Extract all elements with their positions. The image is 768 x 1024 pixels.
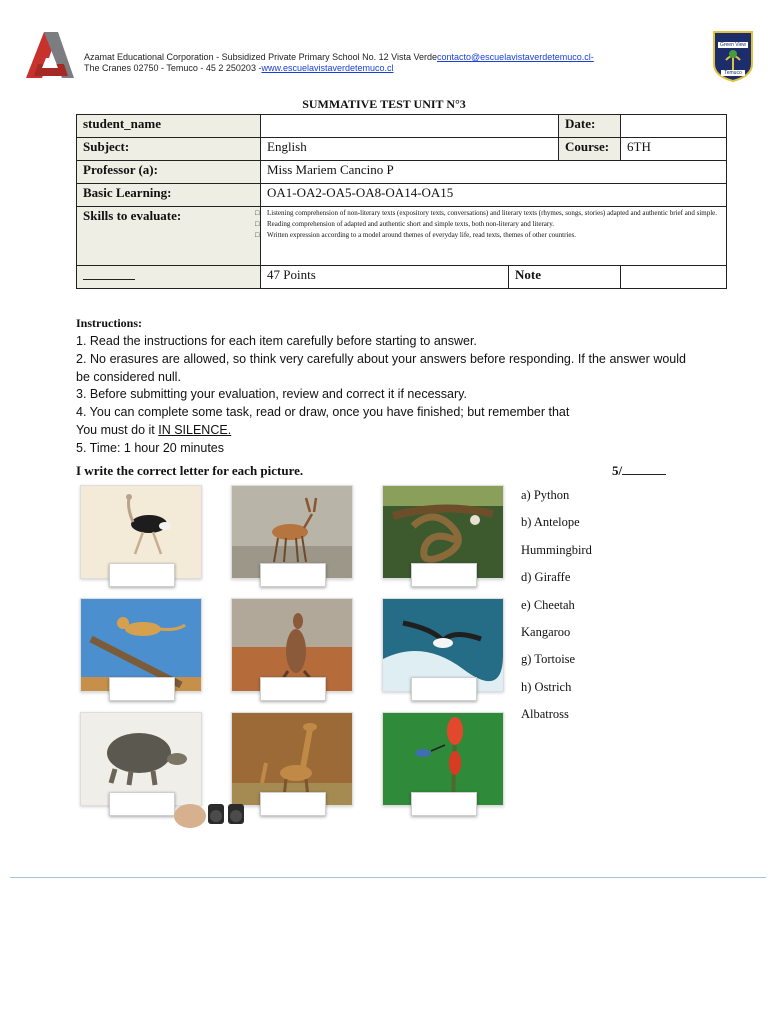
skill-item: □ Written expression according to a model around themes of everyday life, read texts, themes of other countries. (267, 230, 720, 241)
answer-box-3[interactable] (411, 563, 477, 587)
crest-bottom-text: Temuco (724, 70, 742, 76)
page-title: SUMMATIVE TEST UNIT N°3 (302, 97, 466, 111)
header-line1: Azamat Educational Corporation - Subsidized Private Primary School No. 12 Vista Verde (84, 52, 438, 62)
answer-box-4[interactable] (109, 677, 175, 701)
instructions-section (76, 316, 686, 458)
option-item: e) Cheetah (521, 597, 575, 612)
option-item: g) Tortoise (521, 652, 576, 667)
note-label: Note (509, 266, 621, 289)
score-blank-cell[interactable] (77, 266, 261, 289)
binoculars-icon (170, 794, 258, 830)
option-item: Albatross (521, 707, 569, 722)
student-name-label: student_name (77, 115, 261, 138)
option-item: h) Ostrich (521, 679, 572, 694)
school-logo-icon (24, 30, 76, 80)
question-score (612, 463, 666, 479)
option-item: d) Giraffe (521, 570, 571, 585)
option-item: b) Antelope (521, 515, 580, 530)
crest-top-text: Green View (719, 42, 747, 48)
course-value: 6TH (621, 138, 727, 161)
skills-label: Skills to evaluate: (77, 207, 261, 266)
instruction-item: 5. Time: 1 hour 20 minutes (76, 440, 224, 455)
silence-emphasis: IN SILENCE. (158, 422, 232, 437)
professor-label: Professor (a): (77, 161, 261, 184)
answer-box-5[interactable] (260, 677, 326, 701)
score-blank-line (83, 267, 135, 280)
option-item: Hummingbird (521, 542, 592, 557)
header-website-link[interactable]: www.escuelavistaverdetemuco.cl (261, 63, 394, 73)
subject-value: English (261, 138, 559, 161)
points-value: 47 Points (261, 266, 509, 289)
header-line2: The Cranes 02750 - Temuco - 45 2 250203 - (84, 63, 262, 73)
header-email-link[interactable]: contacto@escuelavistaverdetemuco.cl- (437, 52, 594, 62)
instruction-item: 4. You can complete some task, read or draw, once you have finished; but remember that (76, 405, 570, 420)
answer-options-list (521, 487, 592, 734)
skill-item: □ Reading comprehension of adapted and authentic short and simple texts, both non-literary and literary. (267, 219, 720, 230)
basic-learning-value: OA1-OA2-OA5-OA8-OA14-OA15 (261, 184, 727, 207)
school-header (84, 52, 594, 74)
silence-prefix: You must do it (76, 422, 159, 437)
question-score-text: 5/ (612, 463, 623, 478)
instruction-item: 2. No erasures are allowed, so think very carefully about your answers before responding. If the answer would be considered null. (76, 351, 686, 384)
score-blank-line (622, 463, 666, 475)
student-name-field[interactable] (261, 115, 559, 138)
instruction-item-silence (76, 422, 686, 440)
date-label: Date: (559, 115, 621, 138)
answer-box-8[interactable] (260, 792, 326, 816)
basic-learning-label: Basic Learning: (77, 184, 261, 207)
option-item: a) Python (521, 488, 570, 502)
school-crest (712, 30, 754, 82)
footer-divider (10, 877, 766, 878)
instructions-heading: Instructions: (76, 316, 143, 330)
note-field[interactable] (621, 266, 727, 289)
instruction-item: 1. Read the instructions for each item carefully before starting to answer. (76, 334, 477, 348)
question-title: I write the correct letter for each picture. (76, 463, 304, 478)
course-label: Course: (559, 138, 621, 161)
professor-value: Miss Mariem Cancino P (261, 161, 727, 184)
answer-box-1[interactable] (109, 563, 175, 587)
date-field[interactable] (621, 115, 727, 138)
answer-box-6[interactable] (411, 677, 477, 701)
answer-box-9[interactable] (411, 792, 477, 816)
answer-box-7[interactable] (109, 792, 175, 816)
skills-list (261, 207, 727, 266)
answer-box-2[interactable] (260, 563, 326, 587)
student-info-table (76, 114, 727, 289)
instruction-item: 3. Before submitting your evaluation, review and correct it if necessary. (76, 387, 467, 402)
option-item: Kangaroo (521, 624, 571, 639)
subject-label: Subject: (77, 138, 261, 161)
skill-item: □ Listening comprehension of non-literary texts (expository texts, conversations) and literary texts (rhymes, songs, stories) adapted and authentic brief and simple. (267, 208, 720, 219)
